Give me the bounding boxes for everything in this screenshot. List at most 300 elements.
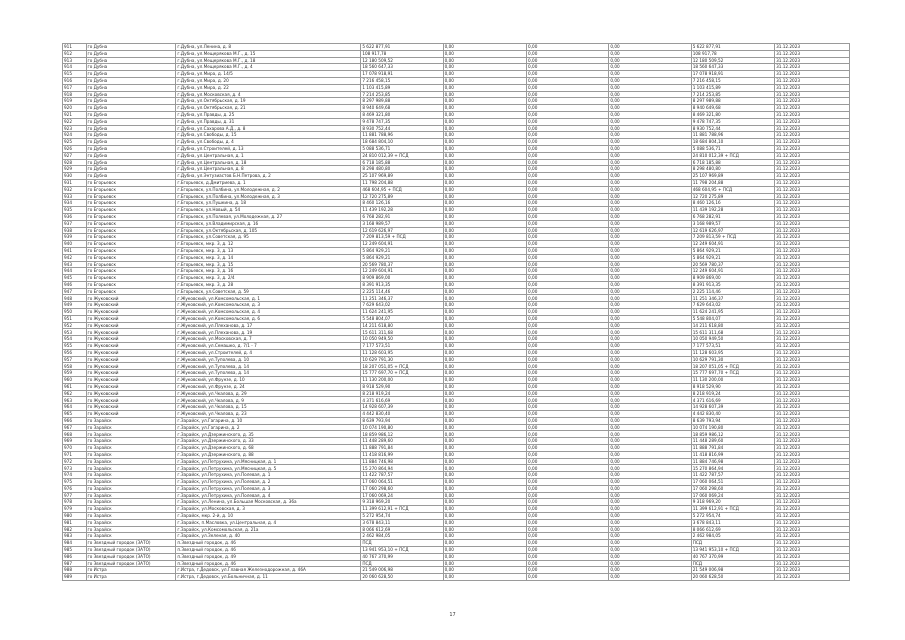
zero-cell-3: 0,00 <box>609 465 691 472</box>
municipality-cell: го Дубна <box>86 57 176 64</box>
zero-cell-1: 0,00 <box>443 560 526 567</box>
zero-cell-1: 0,00 <box>443 268 526 275</box>
zero-cell-1: 0,00 <box>443 424 526 431</box>
address-cell: г.Егорьевск, мкр. 3, д. 13 <box>176 247 361 254</box>
zero-cell-3: 0,00 <box>609 485 691 492</box>
municipality-cell: го Зарайск <box>86 451 176 458</box>
amount-cell: 12 619 626,97 <box>361 227 443 234</box>
table-row <box>63 492 850 499</box>
total-cell: 12 619 626,97 <box>691 227 774 234</box>
deadline-cell: 31.12.2023 <box>775 193 850 200</box>
table-row <box>63 173 850 180</box>
table-row <box>63 377 850 384</box>
total-cell: 12 249 604,91 <box>691 268 774 275</box>
zero-cell-2: 0,00 <box>527 315 609 322</box>
amount-cell: 7 209 813,59 + ПСД <box>361 234 443 241</box>
total-cell: 11 884 746,98 <box>691 458 774 465</box>
zero-cell-3: 0,00 <box>609 546 691 553</box>
row-number-cell: 972 <box>63 458 87 465</box>
total-cell: 18 684 804,10 <box>691 139 774 146</box>
address-cell: г.Дубна, ул.Октябрьская, д. 21 <box>176 105 361 112</box>
total-cell: 3 168 989,57 <box>691 220 774 227</box>
municipality-cell: го Истра <box>86 567 176 574</box>
zero-cell-1: 0,00 <box>443 145 526 152</box>
table-row <box>63 336 850 343</box>
table-row <box>63 213 850 220</box>
total-cell: 40 767 370,99 <box>691 553 774 560</box>
table-row <box>63 546 850 553</box>
zero-cell-1: 0,00 <box>443 546 526 553</box>
deadline-cell: 31.12.2023 <box>775 506 850 513</box>
row-number-cell: 919 <box>63 98 87 105</box>
zero-cell-3: 0,00 <box>609 50 691 57</box>
address-cell: г.Жуковский, ул.Чкалова, д. 9 <box>176 397 361 404</box>
zero-cell-3: 0,00 <box>609 207 691 214</box>
address-cell: г.Егорьевск, ул.Полбина, ул.Молодежная, д. 3 <box>176 193 361 200</box>
municipality-cell: го Зарайск <box>86 526 176 533</box>
table-row <box>63 200 850 207</box>
deadline-cell: 31.12.2023 <box>775 295 850 302</box>
municipality-cell: го Егорьевск <box>86 268 176 275</box>
total-cell: 11 624 241,95 <box>691 309 774 316</box>
amount-cell: 5 548 804,07 <box>361 315 443 322</box>
municipality-cell: го Жуковский <box>86 295 176 302</box>
address-cell: г.Егорьевск, мкр. 3, д. 14 <box>176 254 361 261</box>
address-cell: г.Егорьевск, мкр. 3, д. 28 <box>176 281 361 288</box>
zero-cell-3: 0,00 <box>609 512 691 519</box>
table-row <box>63 193 850 200</box>
deadline-cell: 31.12.2023 <box>775 356 850 363</box>
row-number-cell: 974 <box>63 472 87 479</box>
deadline-cell: 31.12.2023 <box>775 485 850 492</box>
total-cell: 18 560 647,33 <box>691 64 774 71</box>
zero-cell-2: 0,00 <box>527 247 609 254</box>
zero-cell-1: 0,00 <box>443 98 526 105</box>
zero-cell-3: 0,00 <box>609 98 691 105</box>
zero-cell-3: 0,00 <box>609 91 691 98</box>
zero-cell-3: 0,00 <box>609 309 691 316</box>
row-number-cell: 983 <box>63 533 87 540</box>
table-row <box>63 512 850 519</box>
zero-cell-3: 0,00 <box>609 132 691 139</box>
row-number-cell: 949 <box>63 302 87 309</box>
row-number-cell: 923 <box>63 125 87 132</box>
table-row <box>63 268 850 275</box>
municipality-cell: го Дубна <box>86 118 176 125</box>
total-cell: 20 569 780,37 <box>691 261 774 268</box>
zero-cell-1: 0,00 <box>443 553 526 560</box>
zero-cell-1: 0,00 <box>443 125 526 132</box>
address-cell: г.Зарайск, ул.Ленина, ул.Большая Московская, д. 36а <box>176 499 361 506</box>
zero-cell-3: 0,00 <box>609 499 691 506</box>
table-row <box>63 417 850 424</box>
total-cell: 18 207 051,05 + ПСД <box>691 363 774 370</box>
row-number-cell: 947 <box>63 288 87 295</box>
total-cell: 6 718 185,88 <box>691 159 774 166</box>
deadline-cell: 31.12.2023 <box>775 77 850 84</box>
zero-cell-2: 0,00 <box>527 152 609 159</box>
zero-cell-1: 0,00 <box>443 512 526 519</box>
municipality-cell: го Жуковский <box>86 315 176 322</box>
municipality-cell: го Звездный городок (ЗАТО) <box>86 546 176 553</box>
deadline-cell: 31.12.2023 <box>775 574 850 581</box>
total-cell: 7 209 813,59 + ПСД <box>691 234 774 241</box>
zero-cell-3: 0,00 <box>609 145 691 152</box>
zero-cell-2: 0,00 <box>527 329 609 336</box>
total-cell: 3 678 843,11 <box>691 519 774 526</box>
deadline-cell: 31.12.2023 <box>775 526 850 533</box>
deadline-cell: 31.12.2023 <box>775 261 850 268</box>
zero-cell-3: 0,00 <box>609 431 691 438</box>
table-row <box>63 431 850 438</box>
deadline-cell: 31.12.2023 <box>775 220 850 227</box>
zero-cell-1: 0,00 <box>443 343 526 350</box>
zero-cell-1: 0,00 <box>443 50 526 57</box>
address-cell: г.Зарайск, ул.Дзержинского, д. 68 <box>176 445 361 452</box>
amount-cell: 17 060 298,60 <box>361 485 443 492</box>
zero-cell-1: 0,00 <box>443 84 526 91</box>
amount-cell: 15 611 311,68 <box>361 329 443 336</box>
zero-cell-1: 0,00 <box>443 451 526 458</box>
zero-cell-1: 0,00 <box>443 207 526 214</box>
table-row <box>63 64 850 71</box>
table-row <box>63 139 850 146</box>
municipality-cell: го Зарайск <box>86 479 176 486</box>
table-row <box>63 84 850 91</box>
zero-cell-2: 0,00 <box>527 213 609 220</box>
table-row <box>63 506 850 513</box>
zero-cell-3: 0,00 <box>609 329 691 336</box>
row-number-cell: 954 <box>63 336 87 343</box>
total-cell: 10 629 791,30 <box>691 356 774 363</box>
deadline-cell: 31.12.2023 <box>775 499 850 506</box>
table-row <box>63 363 850 370</box>
zero-cell-2: 0,00 <box>527 173 609 180</box>
deadline-cell: 31.12.2023 <box>775 254 850 261</box>
amount-cell: 25 107 969,89 <box>361 173 443 180</box>
amount-cell: 5 272 954,74 <box>361 512 443 519</box>
municipality-cell: го Жуковский <box>86 349 176 356</box>
zero-cell-2: 0,00 <box>527 479 609 486</box>
address-cell: г.Зарайск, ул.Гагарина, д. 10 <box>176 417 361 424</box>
municipality-cell: го Егорьевск <box>86 207 176 214</box>
table-row <box>63 451 850 458</box>
zero-cell-2: 0,00 <box>527 506 609 513</box>
municipality-cell: го Дубна <box>86 50 176 57</box>
zero-cell-2: 0,00 <box>527 363 609 370</box>
address-cell: г.Егорьевск, мкр. 3, д. 16 <box>176 268 361 275</box>
zero-cell-2: 0,00 <box>527 166 609 173</box>
municipality-cell: го Жуковский <box>86 343 176 350</box>
municipality-cell: го Егорьевск <box>86 227 176 234</box>
table-row <box>63 383 850 390</box>
row-number-cell: 922 <box>63 118 87 125</box>
zero-cell-2: 0,00 <box>527 254 609 261</box>
municipality-cell: го Жуковский <box>86 383 176 390</box>
zero-cell-1: 0,00 <box>443 404 526 411</box>
zero-cell-1: 0,00 <box>443 71 526 78</box>
zero-cell-2: 0,00 <box>527 445 609 452</box>
zero-cell-1: 0,00 <box>443 111 526 118</box>
row-number-cell: 968 <box>63 431 87 438</box>
zero-cell-2: 0,00 <box>527 309 609 316</box>
zero-cell-3: 0,00 <box>609 574 691 581</box>
table-row <box>63 261 850 268</box>
zero-cell-3: 0,00 <box>609 227 691 234</box>
zero-cell-3: 0,00 <box>609 417 691 424</box>
municipality-cell: го Егорьевск <box>86 261 176 268</box>
table-row <box>63 227 850 234</box>
zero-cell-2: 0,00 <box>527 553 609 560</box>
zero-cell-1: 0,00 <box>443 227 526 234</box>
row-number-cell: 956 <box>63 349 87 356</box>
table-row <box>63 234 850 241</box>
zero-cell-2: 0,00 <box>527 139 609 146</box>
zero-cell-3: 0,00 <box>609 533 691 540</box>
address-cell: г.Жуковский, ул.Туполева, д. 10 <box>176 356 361 363</box>
zero-cell-1: 0,00 <box>443 438 526 445</box>
deadline-cell: 31.12.2023 <box>775 431 850 438</box>
zero-cell-3: 0,00 <box>609 193 691 200</box>
municipality-cell: го Егорьевск <box>86 179 176 186</box>
zero-cell-1: 0,00 <box>443 166 526 173</box>
address-cell: г.Истра, г.Дедовск, ул.Главная Железнодорожная, д. 46А <box>176 567 361 574</box>
address-cell: г.Егорьевск, ул.Пушкина, д. 18 <box>176 200 361 207</box>
zero-cell-1: 0,00 <box>443 411 526 418</box>
row-number-cell: 911 <box>63 44 87 51</box>
zero-cell-3: 0,00 <box>609 234 691 241</box>
deadline-cell: 31.12.2023 <box>775 424 850 431</box>
deadline-cell: 31.12.2023 <box>775 540 850 547</box>
zero-cell-1: 0,00 <box>443 64 526 71</box>
table-row <box>63 567 850 574</box>
total-cell: 108 917,78 <box>691 50 774 57</box>
address-cell: г.Дубна, ул.Свободы, д. 4 <box>176 139 361 146</box>
municipality-cell: го Зарайск <box>86 492 176 499</box>
zero-cell-1: 0,00 <box>443 322 526 329</box>
zero-cell-2: 0,00 <box>527 370 609 377</box>
municipality-cell: го Дубна <box>86 111 176 118</box>
zero-cell-3: 0,00 <box>609 472 691 479</box>
deadline-cell: 31.12.2023 <box>775 479 850 486</box>
amount-cell: 11 422 787,57 <box>361 472 443 479</box>
row-number-cell: 960 <box>63 377 87 384</box>
deadline-cell: 31.12.2023 <box>775 71 850 78</box>
amount-cell: 1 103 415,89 <box>361 84 443 91</box>
zero-cell-1: 0,00 <box>443 139 526 146</box>
municipality-cell: го Дубна <box>86 139 176 146</box>
zero-cell-2: 0,00 <box>527 546 609 553</box>
zero-cell-1: 0,00 <box>443 526 526 533</box>
row-number-cell: 932 <box>63 186 87 193</box>
amount-cell: ПСД <box>361 560 443 567</box>
address-cell: г.Дубна, ул.Свободы, д. 15 <box>176 132 361 139</box>
amount-cell: 7 216 458,15 <box>361 77 443 84</box>
amount-cell: 24 810 012,39 + ПСД <box>361 152 443 159</box>
zero-cell-2: 0,00 <box>527 492 609 499</box>
zero-cell-2: 0,00 <box>527 234 609 241</box>
row-number-cell: 984 <box>63 540 87 547</box>
zero-cell-1: 0,00 <box>443 315 526 322</box>
table-row <box>63 247 850 254</box>
total-cell: 5 088 536,71 <box>691 145 774 152</box>
row-number-cell: 970 <box>63 445 87 452</box>
zero-cell-2: 0,00 <box>527 574 609 581</box>
total-cell: 14 211 618,80 <box>691 322 774 329</box>
municipality-cell: го Дубна <box>86 152 176 159</box>
zero-cell-2: 0,00 <box>527 322 609 329</box>
deadline-cell: 31.12.2023 <box>775 57 850 64</box>
total-cell: 8 940 649,68 <box>691 105 774 112</box>
deadline-cell: 31.12.2023 <box>775 179 850 186</box>
zero-cell-2: 0,00 <box>527 567 609 574</box>
table-row <box>63 132 850 139</box>
zero-cell-1: 0,00 <box>443 186 526 193</box>
row-number-cell: 946 <box>63 281 87 288</box>
deadline-cell: 31.12.2023 <box>775 105 850 112</box>
deadline-cell: 31.12.2023 <box>775 173 850 180</box>
registry-table <box>62 43 850 581</box>
zero-cell-2: 0,00 <box>527 451 609 458</box>
deadline-cell: 31.12.2023 <box>775 451 850 458</box>
total-cell: 10 074 190,80 <box>691 424 774 431</box>
address-cell: г.Зарайск, ул.Дзержинского, д. 88 <box>176 451 361 458</box>
total-cell: 24 810 012,39 + ПСД <box>691 152 774 159</box>
row-number-cell: 953 <box>63 329 87 336</box>
amount-cell: 8 460 126,16 <box>361 200 443 207</box>
municipality-cell: го Егорьевск <box>86 234 176 241</box>
zero-cell-3: 0,00 <box>609 540 691 547</box>
zero-cell-3: 0,00 <box>609 560 691 567</box>
municipality-cell: го Жуковский <box>86 390 176 397</box>
zero-cell-3: 0,00 <box>609 506 691 513</box>
zero-cell-2: 0,00 <box>527 377 609 384</box>
deadline-cell: 31.12.2023 <box>775 302 850 309</box>
municipality-cell: го Егорьевск <box>86 288 176 295</box>
amount-cell: 5 864 929,21 <box>361 254 443 261</box>
zero-cell-3: 0,00 <box>609 445 691 452</box>
address-cell: г.Егорьевск, ул.Полевая, ул.Молодежная, д. 27 <box>176 213 361 220</box>
zero-cell-1: 0,00 <box>443 200 526 207</box>
address-cell: г.Дубна, ул.Правды, д. 25 <box>176 111 361 118</box>
zero-cell-1: 0,00 <box>443 363 526 370</box>
zero-cell-3: 0,00 <box>609 84 691 91</box>
address-cell: г.Жуковский, ул.Комсомольская, д. 6 <box>176 315 361 322</box>
amount-cell: 21 549 006,98 <box>361 567 443 574</box>
municipality-cell: го Зарайск <box>86 424 176 431</box>
address-cell: г.Зарайск, ул.Петрухина, ул.Мясницкая, д. 5 <box>176 465 361 472</box>
amount-cell: 2 462 984,05 <box>361 533 443 540</box>
zero-cell-3: 0,00 <box>609 77 691 84</box>
zero-cell-1: 0,00 <box>443 247 526 254</box>
total-cell: 7 177 573,51 <box>691 343 774 350</box>
address-cell: г.Егорьевск, мкр. 3, д. 15 <box>176 261 361 268</box>
row-number-cell: 963 <box>63 397 87 404</box>
zero-cell-3: 0,00 <box>609 105 691 112</box>
zero-cell-3: 0,00 <box>609 241 691 248</box>
deadline-cell: 31.12.2023 <box>775 322 850 329</box>
amount-cell: 11 448 289,60 <box>361 438 443 445</box>
table-row <box>63 77 850 84</box>
total-cell: 5 548 804,07 <box>691 315 774 322</box>
zero-cell-1: 0,00 <box>443 329 526 336</box>
zero-cell-1: 0,00 <box>443 302 526 309</box>
zero-cell-2: 0,00 <box>527 132 609 139</box>
zero-cell-1: 0,00 <box>443 281 526 288</box>
deadline-cell: 31.12.2023 <box>775 44 850 51</box>
zero-cell-1: 0,00 <box>443 370 526 377</box>
zero-cell-2: 0,00 <box>527 44 609 51</box>
zero-cell-1: 0,00 <box>443 383 526 390</box>
row-number-cell: 931 <box>63 179 87 186</box>
row-number-cell: 985 <box>63 546 87 553</box>
row-number-cell: 936 <box>63 213 87 220</box>
deadline-cell: 31.12.2023 <box>775 329 850 336</box>
zero-cell-2: 0,00 <box>527 390 609 397</box>
municipality-cell: го Жуковский <box>86 411 176 418</box>
municipality-cell: го Зарайск <box>86 431 176 438</box>
row-number-cell: 969 <box>63 438 87 445</box>
zero-cell-2: 0,00 <box>527 499 609 506</box>
zero-cell-1: 0,00 <box>443 173 526 180</box>
municipality-cell: го Зарайск <box>86 465 176 472</box>
address-cell: г.Зарайск, ул.Петрухина, ул.Полевая, д. 3 <box>176 485 361 492</box>
deadline-cell: 31.12.2023 <box>775 118 850 125</box>
amount-cell: 8 469 321,80 <box>361 111 443 118</box>
row-number-cell: 925 <box>63 139 87 146</box>
address-cell: г.Егорьевск, ул.Советская, д. 59 <box>176 288 361 295</box>
municipality-cell: го Жуковский <box>86 302 176 309</box>
amount-cell: 6 768 282,91 <box>361 213 443 220</box>
row-number-cell: 986 <box>63 553 87 560</box>
zero-cell-2: 0,00 <box>527 64 609 71</box>
municipality-cell: го Зарайск <box>86 472 176 479</box>
address-cell: г.Дубна, ул.Мира, д. 22 <box>176 84 361 91</box>
address-cell: г.Жуковский, ул.Комсомольская, д. 3 <box>176 302 361 309</box>
zero-cell-1: 0,00 <box>443 234 526 241</box>
row-number-cell: 965 <box>63 411 87 418</box>
table-row <box>63 111 850 118</box>
deadline-cell: 31.12.2023 <box>775 200 850 207</box>
table-row <box>63 179 850 186</box>
amount-cell: 9 478 747,35 <box>361 118 443 125</box>
zero-cell-2: 0,00 <box>527 431 609 438</box>
amount-cell: 12 249 604,91 <box>361 241 443 248</box>
table-row <box>63 479 850 486</box>
amount-cell: 11 439 192,28 <box>361 207 443 214</box>
row-number-cell: 928 <box>63 159 87 166</box>
municipality-cell: го Жуковский <box>86 397 176 404</box>
deadline-cell: 31.12.2023 <box>775 213 850 220</box>
amount-cell: 7 629 643,02 <box>361 302 443 309</box>
zero-cell-2: 0,00 <box>527 424 609 431</box>
zero-cell-1: 0,00 <box>443 336 526 343</box>
zero-cell-3: 0,00 <box>609 519 691 526</box>
row-number-cell: 989 <box>63 574 87 581</box>
zero-cell-3: 0,00 <box>609 349 691 356</box>
total-cell: 17 078 918,91 <box>691 71 774 78</box>
zero-cell-3: 0,00 <box>609 343 691 350</box>
amount-cell: 4 371 616,69 <box>361 397 443 404</box>
deadline-cell: 31.12.2023 <box>775 465 850 472</box>
zero-cell-3: 0,00 <box>609 152 691 159</box>
municipality-cell: го Дубна <box>86 132 176 139</box>
total-cell: 8 298 480,80 <box>691 166 774 173</box>
amount-cell: 11 798 204,88 <box>361 179 443 186</box>
row-number-cell: 935 <box>63 207 87 214</box>
zero-cell-1: 0,00 <box>443 533 526 540</box>
zero-cell-2: 0,00 <box>527 91 609 98</box>
